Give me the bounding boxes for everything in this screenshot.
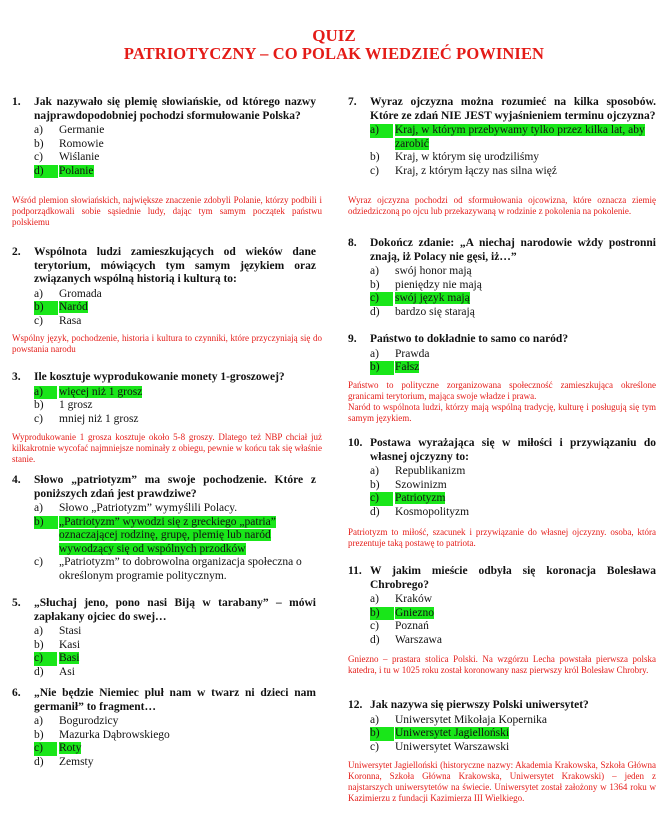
option-letter: b) xyxy=(370,478,380,491)
answer-explanation: Państwo to polityczne zorganizowana społeczność zamieszkująca określone granicami terytorium, mająca swoje władze i prawa. Naród to wspólnota ludzi, którzy mają wspólną tradycję, kulturę i posługują się tym samym językiem. xyxy=(348,380,656,423)
answer-options xyxy=(12,502,316,583)
option-text: Kasi xyxy=(59,638,81,651)
answer-option-correct xyxy=(370,607,656,621)
question-number: 6. xyxy=(12,687,21,699)
question-12 xyxy=(348,699,656,754)
option-text: Republikanizm xyxy=(395,465,466,477)
answer-option xyxy=(34,556,316,583)
option-letter: d) xyxy=(34,165,58,179)
option-text: pieniędzy nie mają xyxy=(395,278,482,291)
option-text: swój honor mają xyxy=(395,265,472,277)
answer-option xyxy=(370,165,656,179)
answer-explanation: Patriotyzm to miłość, szacunek i przywiązanie do własnej ojczyzny. osoba, która prezentuje taką postawę to patriota. xyxy=(348,527,656,548)
answer-options xyxy=(348,714,656,755)
option-text: Patriotyzm xyxy=(395,492,446,504)
question-number: 8. xyxy=(348,237,357,249)
option-text: Słowo „Patriotyzm” wymyślili Polacy. xyxy=(59,502,238,514)
question-text xyxy=(348,333,656,347)
option-letter: c) xyxy=(370,492,393,506)
option-letter: a) xyxy=(370,265,379,277)
option-letter: b) xyxy=(370,151,380,163)
answer-options xyxy=(12,625,316,679)
option-text: Zemsty xyxy=(59,755,94,768)
option-letter: d) xyxy=(370,305,380,318)
option-letter: c) xyxy=(34,652,57,666)
answer-option xyxy=(34,625,316,639)
question-number: 9. xyxy=(348,333,357,345)
answer-option xyxy=(34,729,316,743)
option-letter: b) xyxy=(34,638,44,651)
option-text: Asi xyxy=(59,665,75,678)
question-label: W jakim mieście odbyła się koronacja Bolesława Chrobrego? xyxy=(370,565,656,591)
option-text: Germanie xyxy=(59,124,105,136)
option-letter: d) xyxy=(370,633,380,646)
question-label: Dokończ zdanie: „A niechaj narodowie wżdy postronni znają, iż Polacy nie gęsi, iż…” xyxy=(370,237,656,263)
answer-option xyxy=(34,666,316,680)
option-text: Mazurka Dąbrowskiego xyxy=(59,728,170,741)
question-number: 12. xyxy=(348,699,363,711)
option-letter: c) xyxy=(370,740,379,753)
question-label: Jak nazywało się plemię słowiańskie, od którego nazwy najprawdopodobniej pochodzi sformułowanie Polska? xyxy=(34,96,316,122)
answer-option xyxy=(34,639,316,653)
answer-option-correct xyxy=(34,516,316,557)
question-label: Wspólnota ludzi zamieszkujących od wieków dane terytorium, mówiących tym samym językiem oraz związanych wspólną historią i kulturą to: xyxy=(34,246,316,285)
question-text xyxy=(12,96,316,123)
question-text xyxy=(12,371,316,385)
answer-option xyxy=(370,151,656,165)
question-11 xyxy=(348,565,656,647)
answer-options xyxy=(12,715,316,769)
option-text: bardzo się starają xyxy=(395,305,475,318)
answer-option xyxy=(370,265,656,279)
answer-option xyxy=(370,348,656,362)
question-9 xyxy=(348,333,656,375)
option-letter: b) xyxy=(34,137,44,150)
question-text xyxy=(12,597,316,624)
option-text: Poznań xyxy=(395,620,429,632)
answer-option-correct xyxy=(34,652,316,666)
option-letter: c) xyxy=(370,164,379,177)
option-text: Uniwersytet Jagielloński xyxy=(395,727,510,739)
question-8 xyxy=(348,237,656,319)
answer-option-correct xyxy=(370,492,656,506)
option-letter: c) xyxy=(34,556,43,568)
option-letter: b) xyxy=(34,516,58,530)
answer-options xyxy=(348,465,656,519)
question-label: Państwo to dokładnie to samo co naród? xyxy=(370,333,569,345)
answer-option xyxy=(370,306,656,320)
option-letter: a) xyxy=(370,713,379,726)
answer-options xyxy=(12,386,316,427)
answer-option-correct xyxy=(34,165,316,179)
question-3 xyxy=(12,371,316,426)
option-text: Kraj, w którym przebywamy tylko przez kilka lat, aby zarobić xyxy=(395,124,645,150)
option-letter: a) xyxy=(34,715,43,727)
answer-options xyxy=(348,593,656,647)
option-text: Szowinizm xyxy=(395,478,447,491)
option-text: Fałsz xyxy=(395,361,420,373)
option-letter: a) xyxy=(34,625,43,637)
answer-options xyxy=(348,348,656,375)
option-text: Naród xyxy=(59,301,88,313)
option-text: Gromada xyxy=(59,287,102,300)
option-text: Bogurodzicy xyxy=(59,715,119,727)
quiz-subtitle: PATRIOTYCZNY – CO POLAK WIEDZIEĆ POWINIEN xyxy=(123,44,545,63)
option-text: Kraków xyxy=(395,593,433,605)
question-label: Postawa wyrażająca się w miłości i przywiązaniu do własnej ojczyzny to: xyxy=(370,437,656,463)
question-text xyxy=(348,237,656,264)
answer-explanation: Wśród plemion słowiańskich, największe znaczenie zdobyli Polanie, którzy podbili i podporządkowali sobie sąsiednie ludy, dając tym samym początek państwu polskiemu xyxy=(12,195,322,227)
question-number: 2. xyxy=(12,246,21,258)
option-text: Gniezno xyxy=(395,606,434,619)
answer-option-correct xyxy=(370,124,656,151)
option-letter: b) xyxy=(370,727,394,741)
option-text: 1 grosz xyxy=(59,399,93,411)
answer-option xyxy=(34,124,316,138)
option-text: „Patriotyzm” to dobrowolna organizacja społeczna o określonym programie politycznym. xyxy=(59,556,302,582)
answer-option-correct xyxy=(34,742,316,756)
answer-option xyxy=(370,479,656,493)
answer-explanation: Gniezno – prastara stolica Polski. Na wzgórzu Lecha powstała pierwsza polska katedra, i tu w 1025 roku został koronowany nasz pierwszy król Bolesław Chrobry. xyxy=(348,654,656,675)
option-letter: b) xyxy=(370,278,380,291)
answer-option xyxy=(370,620,656,634)
answer-option xyxy=(34,715,316,729)
option-text: więcej niż 1 grosz xyxy=(59,385,143,398)
option-letter: a) xyxy=(370,124,393,138)
option-text: „Patriotyzm” wywodzi się z greckiego „patria” oznaczającej rodzinę, grupę, plemię lub naród wywodzący się od wspólnych przodków xyxy=(59,515,276,555)
answer-option xyxy=(34,756,316,770)
question-text xyxy=(12,246,316,287)
answer-option xyxy=(34,413,316,427)
question-label: Ile kosztuje wyprodukowanie monety 1-groszowej? xyxy=(34,371,285,383)
option-text: Kraj, z którym łączy nas silna więź xyxy=(395,164,557,177)
answer-explanation: Wyprodukowanie 1 grosza kosztuje około 5-8 groszy. Dlatego też NBP chciał już kilkakrotnie wycofać najmniejsze nominały z obiegu, pewnie w końcu tak się właśnie stanie. xyxy=(12,432,322,464)
option-letter: c) xyxy=(370,620,379,632)
answer-explanation: Wspólny język, pochodzenie, historia i kultura to czynniki, które przyczyniają się do powstania narodu xyxy=(12,333,322,354)
option-text: mniej niż 1 grosz xyxy=(59,412,139,425)
question-7 xyxy=(348,96,656,178)
option-letter: b) xyxy=(370,607,394,621)
option-text: Uniwersytet Mikołaja Kopernika xyxy=(395,713,548,726)
question-6 xyxy=(12,687,316,769)
question-2 xyxy=(12,246,316,328)
question-label: „Słuchaj jeno, pono nasi Biją w tarabany” – mówi zapłakany ojciec do swej… xyxy=(34,597,316,623)
answer-options xyxy=(348,265,656,319)
option-letter: c) xyxy=(34,412,43,425)
option-text: Kraj, w którym się urodziliśmy xyxy=(395,151,540,163)
question-4 xyxy=(12,474,316,583)
option-letter: b) xyxy=(370,361,394,375)
answer-option xyxy=(34,315,316,329)
option-letter: c) xyxy=(34,742,57,756)
answer-options xyxy=(348,124,656,178)
question-text xyxy=(12,687,316,714)
answer-explanation: Wyraz ojczyzna pochodzi od sformułowania ojcowizna, które oznacza ziemię odziedziczoną po ojcu lub przekazywaną w rodzinie z pokolenia na pokolenie. xyxy=(348,195,656,216)
question-number: 3. xyxy=(12,371,21,383)
option-text: Stasi xyxy=(59,625,82,637)
answer-option xyxy=(370,506,656,520)
option-letter: a) xyxy=(34,124,43,136)
answer-option xyxy=(370,714,656,728)
option-letter: d) xyxy=(370,505,380,518)
answer-option xyxy=(370,465,656,479)
option-letter: c) xyxy=(34,151,43,163)
option-letter: a) xyxy=(34,287,43,300)
option-text: Basi xyxy=(59,652,80,664)
answer-option xyxy=(370,741,656,755)
question-number: 11. xyxy=(348,565,362,577)
answer-option xyxy=(34,399,316,413)
option-letter: b) xyxy=(34,301,58,315)
answer-option-correct xyxy=(34,386,316,400)
option-letter: a) xyxy=(34,502,43,514)
answer-option xyxy=(34,288,316,302)
option-letter: c) xyxy=(34,314,43,327)
question-number: 4. xyxy=(12,474,21,486)
option-text: Warszawa xyxy=(395,633,442,646)
option-text: Polanie xyxy=(59,164,94,177)
option-letter: a) xyxy=(34,386,57,400)
question-number: 1. xyxy=(12,96,21,108)
question-label: Jak nazywa się pierwszy Polski uniwersytet? xyxy=(370,699,589,711)
question-number: 7. xyxy=(348,96,357,108)
option-text: Rasa xyxy=(59,314,82,327)
option-text: Roty xyxy=(59,742,82,754)
option-letter: a) xyxy=(370,347,379,360)
option-letter: a) xyxy=(370,465,379,477)
question-5 xyxy=(12,597,316,679)
answer-option-correct xyxy=(370,361,656,375)
answer-option xyxy=(34,138,316,152)
answer-option-correct xyxy=(370,292,656,306)
option-letter: c) xyxy=(370,292,393,306)
question-text xyxy=(348,699,656,713)
answer-option xyxy=(34,151,316,165)
option-letter: a) xyxy=(370,593,379,605)
answer-options xyxy=(12,124,316,178)
answer-option xyxy=(370,634,656,648)
answer-option xyxy=(370,279,656,293)
option-text: Wiślanie xyxy=(59,151,100,163)
option-text: swój język mają xyxy=(395,292,470,304)
option-text: Romowie xyxy=(59,137,104,150)
answer-explanation: Uniwersytet Jagielloński (historyczne nazwy: Akademia Krakowska, Szkoła Główna Koronna, Szkoła Główna Krakowska, Uniwersytet Krakowski) – jeden z najstarszych uniwersytetów na świecie. Uniwersytet został założony w 1364 roku w Kazimierzu z fundacji Kazimierza III Wielkiego. xyxy=(348,760,656,803)
option-letter: d) xyxy=(34,755,44,768)
option-text: Kosmopolityzm xyxy=(395,505,470,518)
answer-options xyxy=(12,288,316,329)
answer-option xyxy=(370,593,656,607)
question-text xyxy=(348,565,656,592)
question-10 xyxy=(348,437,656,519)
option-letter: d) xyxy=(34,665,44,678)
answer-option-correct xyxy=(34,301,316,315)
question-1 xyxy=(12,96,316,178)
quiz-title: QUIZ xyxy=(312,26,356,45)
answer-option-correct xyxy=(370,727,656,741)
option-letter: b) xyxy=(34,728,44,741)
answer-option xyxy=(34,502,316,516)
question-number: 5. xyxy=(12,597,21,609)
option-text: Prawda xyxy=(395,347,430,360)
question-number: 10. xyxy=(348,437,363,449)
question-text xyxy=(348,437,656,464)
question-text xyxy=(12,474,316,501)
option-text: Uniwersytet Warszawski xyxy=(395,740,510,753)
question-text xyxy=(348,96,656,123)
option-letter: b) xyxy=(34,399,44,411)
question-label: Słowo „patriotyzm” ma swoje pochodzenie. Które z poniższych zdań jest prawdziwe? xyxy=(34,474,316,500)
question-label: „Nie będzie Niemiec pluł nam w twarz ni dzieci nam germanił” to fragment… xyxy=(34,687,316,713)
question-label: Wyraz ojczyzna można rozumieć na kilka sposobów. Które ze zdań NIE JEST wyjaśnieniem terminu ojczyzna? xyxy=(370,96,656,122)
